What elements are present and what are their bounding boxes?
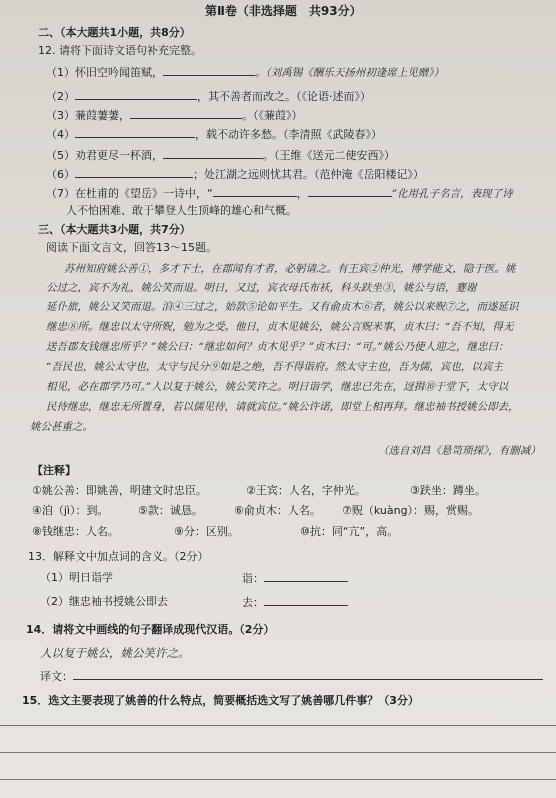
q12-item-2-text: （2） bbox=[46, 90, 75, 103]
q12-item-5-source: 。（王维《送元二使安西》） bbox=[263, 149, 395, 162]
q12-item-2-source: ，其不善者而改之。（《论语·述而》） bbox=[197, 90, 371, 103]
answer-blank[interactable] bbox=[163, 148, 263, 159]
q12-item-7-mid: ， bbox=[296, 187, 308, 200]
q12-item-4-source: ，载不动许多愁。（李清照《武陵春》） bbox=[195, 128, 382, 141]
question-15-stem: 15．选文主要表现了姚善的什么特点，简要概括选文写了姚善哪几件事？（3分） bbox=[22, 694, 419, 707]
section-title: 第Ⅱ卷（非选择题 共93分） bbox=[205, 4, 362, 18]
passage-source: （选自刘昌《悬笥琐探》，有删减） bbox=[378, 445, 541, 457]
q13-item-1-answer bbox=[242, 571, 348, 586]
question-13-stem: 13．解释文中加点词的含义。（2分） bbox=[28, 550, 209, 563]
note-item: ④洎（jì）：到。 bbox=[32, 504, 109, 517]
question-14-stem: 14．请将文中画线的句子翻译成现代汉语。（2分） bbox=[26, 623, 275, 636]
q12-item-4 bbox=[46, 127, 382, 142]
note-item: ⑦贶（kuàng）：赐，赏赐。 bbox=[342, 504, 480, 517]
q12-item-1-source: 。（刘禹锡《酬乐天扬州初逢席上见赠》） bbox=[255, 67, 444, 79]
section-3-header: 三、（本大题共3小题，共7分） bbox=[38, 223, 191, 236]
answer-line[interactable] bbox=[0, 752, 556, 753]
passage-line: 民待继忠，继忠无所置身，若以儒见待，请就宾位。”姚公许诺，即堂上相再拜。继忠袖书授姚公即去， bbox=[46, 401, 519, 413]
answer-blank[interactable] bbox=[75, 89, 197, 100]
answer-blank[interactable] bbox=[130, 108, 242, 119]
q12-item-7-tail: ”化用孔子名言，表现了诗 bbox=[391, 188, 513, 200]
q12-item-7-text: （7）在杜甫的《望岳》一诗中，“ bbox=[46, 187, 213, 200]
passage-line: “吾民也，姚公太守也，太守与民分⑨如是之绝，吾不得诣府。然太守主也，吾为儒，宾也，以宾主 bbox=[46, 361, 503, 373]
passage-line: 继忠⑧所。继忠以太守所贶，勉为之受。他日，贞木见姚公，姚公言贶米事，贞木曰：“吾不知，得无 bbox=[46, 321, 514, 333]
q13-item-1-word: 诣： bbox=[242, 572, 264, 585]
note-item: ⑥俞贞木：人名。 bbox=[234, 504, 321, 517]
note-item: ⑩抗：同“亢”，高。 bbox=[300, 525, 399, 538]
note-item: ⑧钱继忠：人名。 bbox=[32, 525, 119, 538]
q12-item-3 bbox=[46, 108, 303, 123]
answer-line[interactable] bbox=[0, 779, 556, 780]
q13-item-2-word: 去： bbox=[242, 596, 264, 609]
notes-label: 【注释】 bbox=[32, 464, 76, 477]
q12-item-3-source: 。（《蒹葭》） bbox=[242, 109, 303, 122]
q14-answer bbox=[40, 669, 543, 684]
answer-blank[interactable] bbox=[163, 65, 255, 76]
passage-line: 公过之，宾不为礼，姚公笑而退。明日，又过，宾衣母氏布袄，科头趺坐③，姚公与语，蹇谢 bbox=[46, 282, 477, 294]
q12-item-1-text: （1）怀旧空吟闻笛赋， bbox=[46, 66, 163, 79]
q12-item-6-source: ；处江湖之远则忧其君。（范仲淹《岳阳楼记》） bbox=[193, 168, 424, 181]
note-item: ②王宾：人名，字仲光。 bbox=[246, 484, 366, 497]
q13-item-1 bbox=[40, 571, 113, 585]
passage-line: 送吾郡友钱继忠所乎？”姚公曰：“继忠如何？贞木见乎？”贞木曰：“可。”姚公乃使人迎之，继忠曰： bbox=[46, 341, 509, 353]
passage-line: 相见，必在郡学乃可。”人以复于姚公，姚公笑许之。明日诣学，继忠已先在，迓揖⑩于堂下，太守以 bbox=[46, 381, 509, 393]
passage-line: 苏州知府姚公善①，多才下士，在郡闻有才者，必躬请之。有王宾②仲光，博学能文，隐于医。姚 bbox=[64, 263, 516, 275]
question-12-stem: 12. 请将下面诗文语句补充完整。 bbox=[38, 44, 202, 57]
q14-sentence: 人以复于姚公，姚公笑许之。 bbox=[40, 646, 190, 660]
q12-item-3-text: （3）蒹葭萋萋， bbox=[46, 109, 130, 122]
q12-item-6-text: （6） bbox=[46, 168, 75, 181]
answer-blank[interactable] bbox=[308, 186, 392, 197]
q12-item-5 bbox=[46, 148, 395, 163]
answer-blank[interactable] bbox=[75, 167, 193, 178]
section-2-header: 二、（本大题共1小题，共8分） bbox=[38, 26, 191, 39]
q12-item-1 bbox=[46, 65, 444, 80]
passage-line: 延仆旅，姚公又笑而退。洎④三过之，始款⑤论如平生。又有俞贞木⑥者，姚公以来贶⑦之，而遂延识 bbox=[46, 301, 519, 313]
q13-item-2-text: （2）继忠袖书授姚公即去 bbox=[40, 595, 168, 608]
answer-blank[interactable] bbox=[213, 186, 297, 197]
reading-intro: 阅读下面文言文，回答13～15题。 bbox=[46, 241, 217, 254]
note-item: ⑨分：区别。 bbox=[174, 525, 239, 538]
q13-item-2 bbox=[40, 595, 168, 609]
note-item: ①姚公善：即姚善，明建文时忠臣。 bbox=[32, 484, 207, 497]
q13-item-2-answer bbox=[242, 595, 348, 610]
q12-item-7 bbox=[46, 186, 513, 201]
translation-blank[interactable] bbox=[73, 669, 543, 680]
q12-item-7-continued: 人不怕困难、敢于攀登人生顶峰的雄心和气概。 bbox=[66, 204, 297, 217]
answer-line[interactable] bbox=[0, 725, 556, 726]
note-item: ⑤款：诚恳。 bbox=[138, 504, 203, 517]
q12-item-5-text: （5）劝君更尽一杯酒， bbox=[46, 149, 163, 162]
passage-line: 姚公甚重之。 bbox=[30, 421, 93, 433]
q12-item-4-text: （4） bbox=[46, 128, 75, 141]
answer-blank[interactable] bbox=[264, 571, 348, 582]
q12-item-2 bbox=[46, 89, 371, 104]
answer-blank[interactable] bbox=[264, 595, 348, 606]
q12-item-6 bbox=[46, 167, 424, 182]
q13-item-1-text: （1）明日诣学 bbox=[40, 571, 113, 584]
note-item: ③趺坐：蹲坐。 bbox=[410, 484, 486, 497]
translation-label: 译文： bbox=[40, 670, 73, 683]
answer-blank[interactable] bbox=[75, 127, 195, 138]
